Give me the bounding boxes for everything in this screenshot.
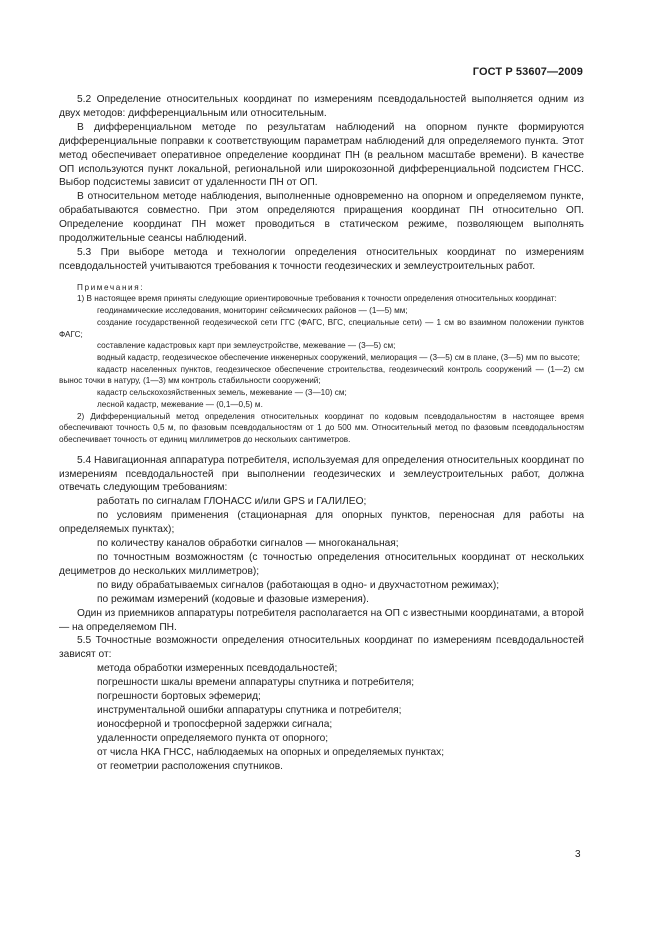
paragraph-differential-method: В дифференциальном методе по результатам наблюдений на опорном пункте формируются дифференциальные поправки к соответствующим параметрам наблюдений для определяемого пункта. Этот метод обеспечивает оперативное определение координат ПН (в реальном масштабе времени). В качестве ОП используются пункт локальной, региональной или широкозонной дифференциальной подсистем ГНСС. Выбор подсистемы зависит от удаленности ПН от ОП. (59, 121, 584, 189)
factor-item: от числа НКА ГНСС, наблюдаемых на опорных и определяемых пунктах; (97, 746, 445, 758)
note-item: 1) В настоящее время приняты следующие ориентировочные требования к точности определения относительных координат: (77, 294, 557, 304)
notes-heading: Примечания: (77, 282, 145, 292)
page-content (59, 93, 584, 773)
paragraph-receivers: Один из приемников аппаратуры потребителя располагается на ОП с известными координатами, а второй — на определяемом ПН. (59, 607, 584, 633)
requirement-item: по точностным возможностям (с точностью определения относительных координат от нескольких дециметров до нескольких миллиметров); (59, 551, 584, 577)
paragraph-5-3: 5.3 При выборе метода и технологии определения относительных координат по измерениям псевдодальностей учитываются требования к точности геодезических и землеустроительных работ. (59, 246, 584, 272)
requirement-item: по количеству каналов обработки сигналов — многоканальная; (97, 538, 399, 550)
note-item: 2) Дифференциальный метод определения относительных координат по кодовым псевдодальностям в настоящее время обеспечивают точность 0,5 м, по фазовым псевдодальностям от 1 до 500 мм. Относительный метод по фазовым псевдодальностям обеспечивает точность от единиц миллиметров до нескольких сантиметров. (59, 411, 584, 444)
note-item: создание государственной геодезической сети ГГС (ФАГС, ВГС, специальные сети) — 1 см во взаимном положении пунктов ФАГС; (59, 317, 584, 339)
note-item: составление кадастровых карт при землеустройстве, межевание — (3—5) см; (97, 341, 396, 351)
requirement-item: по режимам измерений (кодовые и фазовые измерения). (97, 593, 370, 605)
factor-item: удаленности определяемого пункта от опорного; (97, 732, 329, 744)
factor-item: метода обработки измеренных псевдодальностей; (97, 663, 338, 675)
factor-item: погрешности шкалы времени аппаратуры спутника и потребителя; (97, 677, 415, 689)
note-item: кадастр сельскохозяйственных земель, межевание — (3—10) см; (97, 388, 347, 398)
page-number: 3 (575, 849, 581, 860)
note-item: водный кадастр, геодезическое обеспечение инженерных сооружений, мелиорация — (3—5) см в плане, (3—5) мм по высоте; (97, 353, 580, 362)
paragraph-relative-method: В относительном методе наблюдения, выполненные одновременно на опорном и определяемом пункте, обрабатываются совместно. При этом определяются приращения координат ПН относительно ОП. Определение координат ПН может проводиться в статическом режиме, позволяющем выполнять продолжительные сеансы наблюдений. (59, 191, 584, 245)
paragraph-5-5: 5.5 Точностные возможности определения относительных координат по измерениям псевдодальностей зависят от: (59, 635, 584, 661)
standard-code: ГОСТ Р 53607—2009 (472, 66, 583, 78)
paragraph-5-2: 5.2 Определение относительных координат по измерениям псевдодальностей выполняется одним из двух методов: дифференциальным или относительным. (59, 94, 584, 119)
paragraph-5-4: 5.4 Навигационная аппаратура потребителя, используемая для определения относительных координат по измерениям псевдодальностей при выполнении геодезических и землеустроительных работ, должна отвечать следующим требованиям: (59, 454, 584, 494)
requirement-item: по виду обрабатываемых сигналов (работающая в одно- и двухчастотном режимах); (97, 579, 500, 591)
factor-item: от геометрии расположения спутников. (97, 760, 283, 772)
requirement-item: работать по сигналам ГЛОНАСС и/или GPS и ГАЛИЛЕО; (97, 496, 367, 508)
requirement-item: по условиям применения (стационарная для опорных пунктов, переносная для работы на определяемых пунктах); (59, 510, 584, 536)
factor-item: погрешности бортовых эфемерид; (97, 691, 261, 703)
note-item: лесной кадастр, межевание — (0,1—0,5) м. (97, 399, 263, 409)
factor-item: инструментальной ошибки аппаратуры спутника и потребителя; (97, 704, 402, 716)
note-item: кадастр населенных пунктов, геодезическое обеспечение строительства, геодезический контроль сооружений — (1—2) см вынос точки в натуру, (1—3) мм контроль стабильности сооружений; (59, 364, 584, 386)
factor-item: ионосферной и тропосферной задержки сигнала; (97, 718, 333, 730)
note-item: геодинамические исследования, мониторинг сейсмических районов — (1—5) мм; (97, 306, 408, 316)
